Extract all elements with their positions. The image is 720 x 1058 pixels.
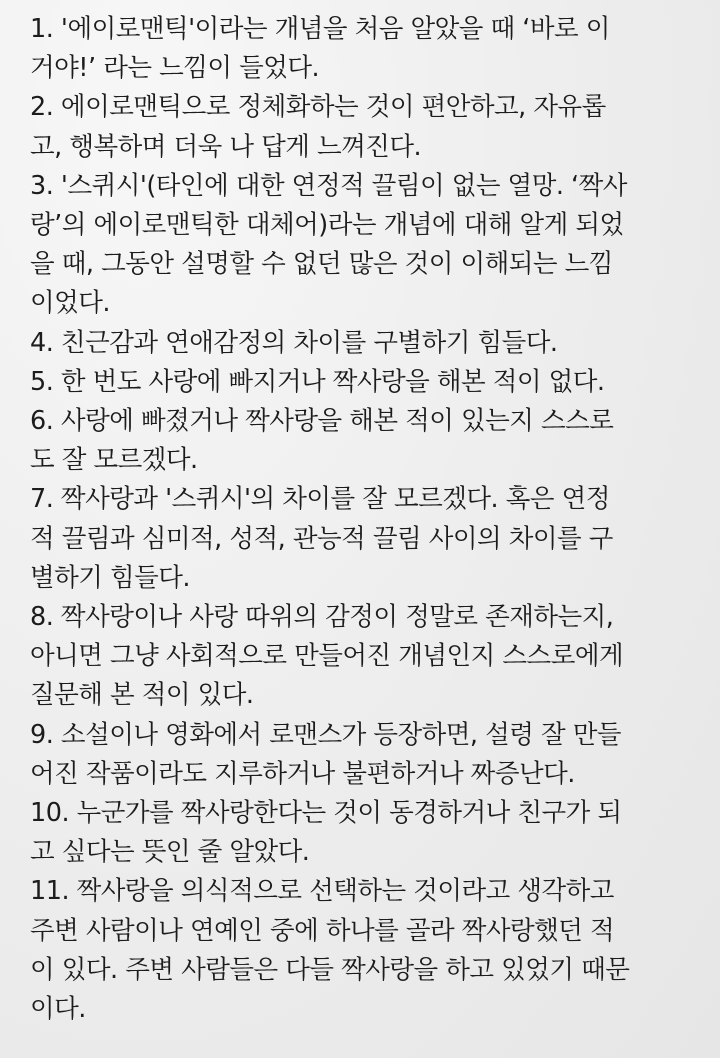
list-item-6 [30, 402, 692, 480]
list-item-4 [30, 324, 692, 363]
list-item-line: 랑’의 에이로맨틱한 대체어)라는 개념에 대해 알게 되었 [30, 210, 624, 241]
list-item-line: 주변 사람이나 연예인 중에 하나를 골라 짝사랑했던 적 [30, 915, 615, 946]
list-item-line: 적 끌림과 심미적, 성적, 관능적 끌림 사이의 차이를 구 [30, 523, 613, 554]
list-item-line: 6. 사랑에 빠졌거나 짝사랑을 해본 적이 있는지 스스로 [30, 406, 614, 437]
list-item-line: 9. 소설이나 영화에서 로맨스가 등장하면, 설령 잘 만들 [30, 719, 621, 750]
list-item-7 [30, 480, 692, 598]
list-item-line: 별하기 힘들다. [30, 562, 191, 593]
list-item-line: 7. 짝사랑과 '스퀴시'의 차이를 잘 모르겠다. 혹은 연정 [30, 484, 610, 515]
list-item-line: 질문해 본 적이 있다. [30, 680, 254, 711]
list-item-3 [30, 167, 692, 324]
list-item-line: 도 잘 모르겠다. [30, 445, 198, 476]
list-item-line: 1. '에이로맨틱'이라는 개념을 처음 알았을 때 ‘바로 이 [30, 14, 610, 44]
list-item-2 [30, 88, 692, 166]
list-item-line: 을 때, 그동안 설명할 수 없던 많은 것이 이해되는 느낌 [30, 249, 613, 280]
list-item-line: 이 있다. 주변 사람들은 다들 짝사랑을 하고 있었기 때문 [30, 954, 630, 985]
list-item-10 [30, 794, 692, 872]
list-item-line: 어진 작품이라도 지루하거나 불편하거나 짜증난다. [30, 758, 575, 789]
list-item-line: 10. 누군가를 짝사랑한다는 것이 동경하거나 친구가 되 [30, 798, 622, 829]
list-item-11 [30, 872, 692, 1029]
list-item-line: 이다. [30, 994, 86, 1025]
list-item-line: 8. 짝사랑이나 사랑 따위의 감정이 정말로 존재하는지, [30, 602, 614, 633]
list-item-line: 5. 한 번도 사랑에 빠지거나 짝사랑을 해본 적이 없다. [30, 366, 605, 397]
list-item-line: 3. '스퀴시'(타인에 대한 연정적 끌림이 없는 열망. ‘짝사 [30, 170, 627, 201]
list-item-line: 2. 에이로맨틱으로 정체화하는 것이 편안하고, 자유롭 [30, 92, 606, 123]
list-item-line: 고, 행복하며 더욱 나 답게 느껴진다. [30, 131, 422, 162]
list-item-5 [30, 363, 692, 402]
list-item-9 [30, 716, 692, 794]
list-item-line: 이었다. [30, 288, 111, 319]
list-item-line: 고 싶다는 뜻인 줄 알았다. [30, 837, 310, 868]
list-item-line: 4. 친근감과 연애감정의 차이를 구별하기 힘들다. [30, 327, 558, 358]
list-item-1 [30, 10, 692, 88]
list-item-8 [30, 598, 692, 716]
list-item-line: 11. 짝사랑을 의식적으로 선택하는 것이라고 생각하고 [30, 876, 614, 907]
list-item-line: 아니면 그냥 사회적으로 만들어진 개념인지 스스로에게 [30, 641, 624, 672]
list-item-line: 거야!’ 라는 느낌이 들었다. [30, 53, 320, 84]
